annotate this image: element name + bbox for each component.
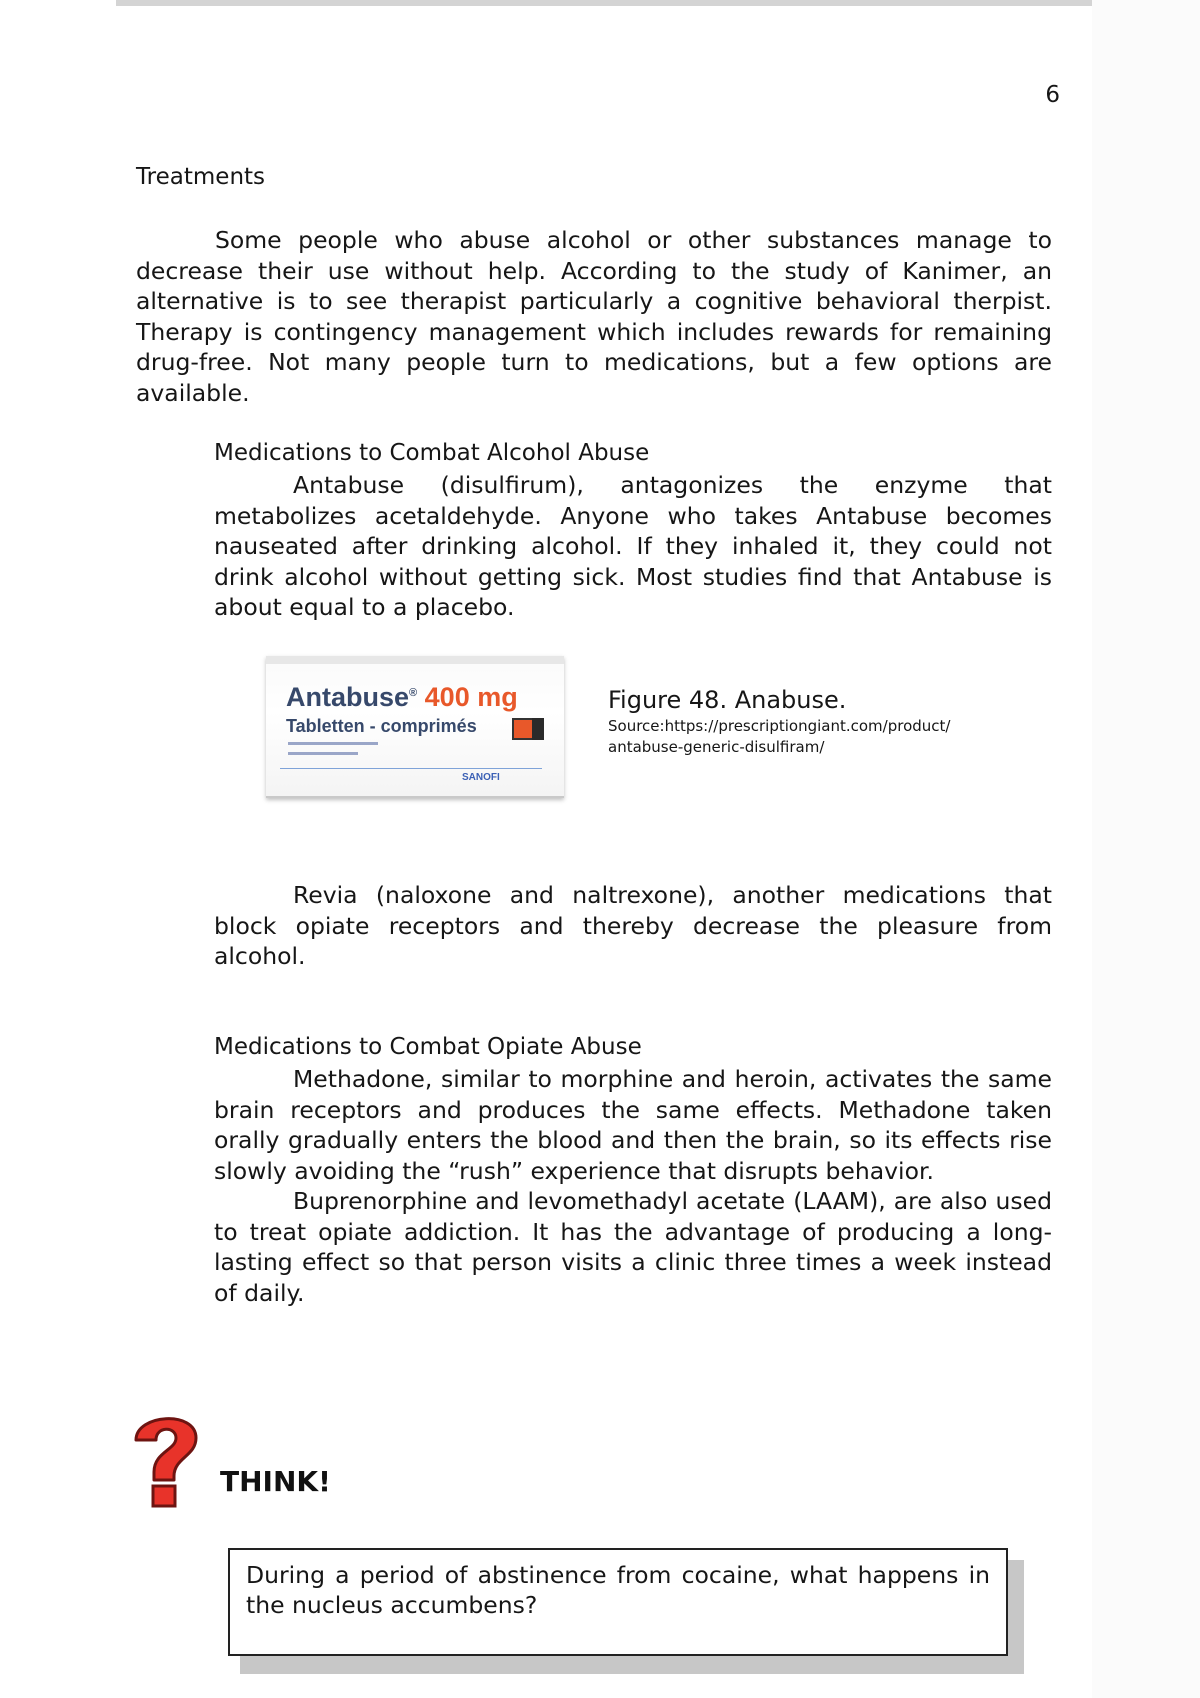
box-orange-mark <box>512 718 534 740</box>
box-top-edge <box>266 656 564 664</box>
question-mark-icon <box>128 1406 204 1510</box>
box-registered-mark: ® <box>409 687 418 699</box>
page-number: 6 <box>1045 82 1060 108</box>
intro-paragraph: Some people who abuse alcohol or other substances manage to decrease their use without help. According to the study of Kanimer, an alternative is to see therapist particularly a cognitive behavioral therpist. Therapy is contingency management which includes rewards for remaining drug-free. Not many people turn to medications, but a few options are available. <box>136 226 1052 407</box>
think-question-box <box>228 1548 1008 1656</box>
think-label: THINK! <box>220 1465 331 1498</box>
figure-caption-title: Figure 48. Anabuse. <box>608 686 847 714</box>
revia-paragraph: Revia (naloxone and naltrexone), another medications that block opiate receptors and thereby decrease the pleasure from alcohol. <box>214 881 1052 970</box>
buprenorphine-paragraph: Buprenorphine and levomethadyl acetate (LAAM), are also used to treat opiate addiction. It has the advantage of producing a long-lasting effect so that person visits a clinic three times a week instead of daily. <box>214 1187 1052 1307</box>
page-top-border <box>116 0 1092 6</box>
methadone-paragraph: Methadone, similar to morphine and heroin, activates the same brain receptors and produces the same effects. Methadone taken orally gradually enters the blood and then the brain, so its effects rise slowly avoiding the “rush” experience that disrupts behavior. <box>214 1065 1052 1185</box>
antabuse-box-image <box>266 656 564 798</box>
page-right-margin <box>1092 0 1200 1698</box>
box-fineprint-line <box>288 752 358 755</box>
figure-caption-source: Source:https://prescriptiongiant.com/product/ antabuse-generic-disulfiram/ <box>608 717 951 756</box>
box-maker-logo: SANOFI <box>462 772 500 783</box>
think-question-text: During a period of abstinence from cocaine, what happens in the nucleus accumbens? <box>246 1561 990 1619</box>
box-fineprint-line <box>288 742 378 745</box>
box-form: Tabletten - comprimés <box>286 716 477 736</box>
box-blue-line <box>280 768 542 769</box>
section-heading-treatments: Treatments <box>136 164 266 190</box>
subheading-opiate: Medications to Combat Opiate Abuse <box>214 1034 642 1060</box>
subheading-alcohol: Medications to Combat Alcohol Abuse <box>214 440 650 466</box>
box-brand <box>286 682 518 713</box>
box-brand-name: Antabuse <box>286 682 410 712</box>
antabuse-paragraph: Antabuse (disulfirum), antagonizes the enzyme that metabolizes acetaldehyde. Anyone who takes Antabuse becomes nauseated after drinking alcohol. If they inhaled it, they could not drink alcohol without getting sick. Most studies find that Antabuse is about equal to a placebo. <box>214 471 1052 621</box>
box-dose: 400 mg <box>424 682 518 712</box>
box-dark-mark <box>532 718 544 740</box>
